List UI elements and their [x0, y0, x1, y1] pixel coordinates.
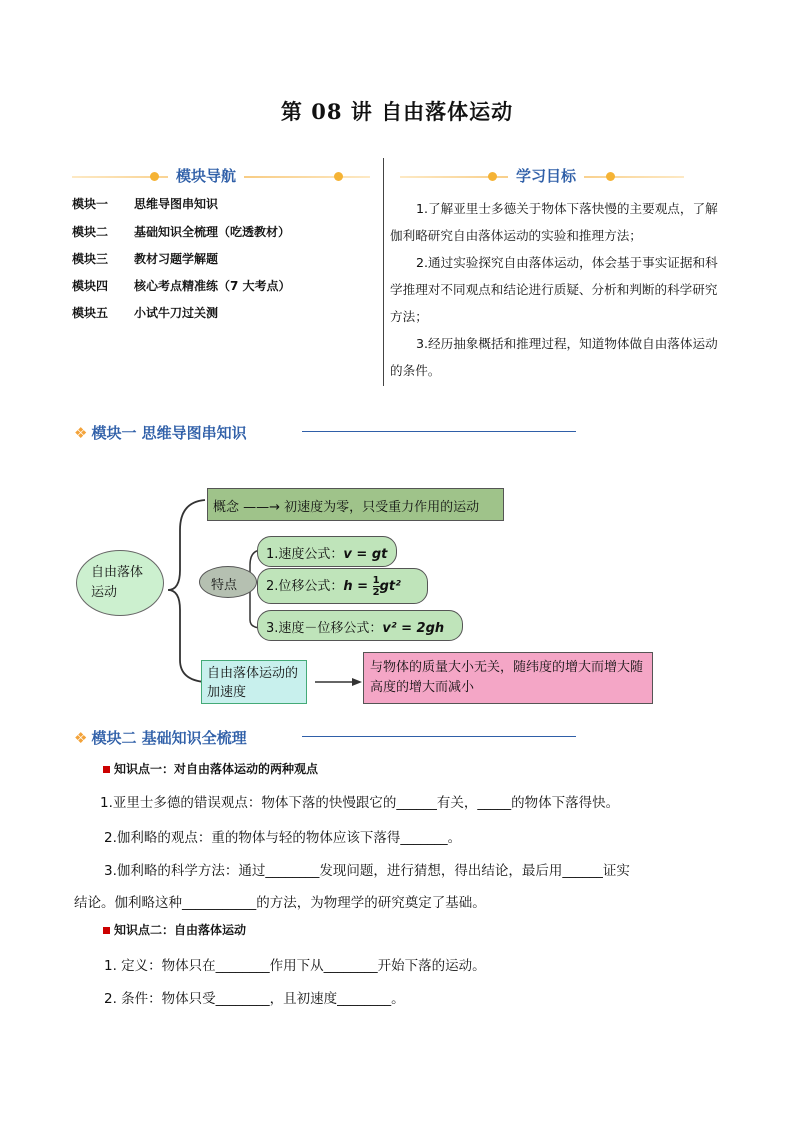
goal-item: 2.通过实验探究自由落体运动，体会基于事实证据和科学推理对不同观点和结论进行质疑、分析和判断的科学研究方法； — [390, 255, 718, 324]
column-divider — [383, 158, 384, 386]
nav-header — [72, 160, 370, 194]
square-bullet-icon — [103, 927, 110, 934]
mindmap-root: 自由落体运动 — [76, 550, 164, 616]
knowledge-point-2: 知识点二：自由落体运动 — [103, 921, 246, 938]
kp1-line: 1.亚里士多德的错误观点：物体下落的快慢跟它的______有关，_____的物体下落得快。 — [100, 795, 620, 811]
kp1-line: 结论。伽利略这种___________的方法，为物理学的研究奠定了基础。 — [74, 895, 486, 911]
goals-header-label: 学习目标 — [508, 165, 584, 186]
nav-item[interactable]: 模块三 教材习题学解题 — [72, 252, 219, 266]
nav-item[interactable]: 模块四 核心考点精准练（7 大考点） — [72, 279, 291, 293]
knowledge-point-1: 知识点一：对自由落体运动的两种观点 — [103, 760, 318, 777]
module1-rule — [302, 431, 576, 432]
mindmap-acceleration: 自由落体运动的加速度 — [201, 660, 307, 704]
dot-icon — [334, 172, 343, 181]
diamond-icon: ❖ — [74, 424, 88, 442]
mindmap-concept: 概念 ——→ 初速度为零，只受重力作用的运动 — [207, 488, 504, 521]
goal-item: 3.经历抽象概括和推理过程，知道物体做自由落体运动的条件。 — [390, 336, 718, 378]
mindmap-velocity-formula: 1.速度公式：v = gt — [257, 536, 397, 567]
goal-item: 1.了解亚里士多德关于物体下落快慢的主要观点，了解伽利略研究自由落体运动的实验和推理方法； — [390, 201, 718, 243]
diamond-icon: ❖ — [74, 729, 88, 747]
kp1-line: 2.伽利略的观点：重的物体与轻的物体应该下落得_______。 — [104, 830, 462, 846]
kp2-line: 1. 定义：物体只在________作用下从________开始下落的运动。 — [104, 958, 486, 974]
learning-goals — [390, 195, 726, 384]
mindmap-feature: 特点 — [199, 566, 257, 598]
dot-icon — [150, 172, 159, 181]
nav-item[interactable]: 模块二 基础知识全梳理（吃透教材） — [72, 225, 291, 239]
square-bullet-icon — [103, 766, 110, 773]
dot-icon — [488, 172, 497, 181]
goals-header — [400, 160, 684, 194]
module2-rule — [302, 736, 576, 737]
kp2-line: 2. 条件：物体只受________，且初速度________。 — [104, 991, 405, 1007]
nav-item[interactable]: 模块五 小试牛刀过关测 — [72, 306, 219, 320]
nav-item[interactable]: 模块一 思维导图串知识 — [72, 197, 219, 211]
mindmap-displacement-formula: 2.位移公式：h = $\frac{1}{2}$ gt² — [257, 568, 428, 604]
module1-heading: ❖ 模块一 思维导图串知识 — [74, 424, 247, 442]
mindmap-acceleration-desc: 与物体的质量大小无关，随纬度的增大而增大随高度的增大而减小 — [363, 652, 653, 704]
kp1-line: 3.伽利略的科学方法：通过________发现问题，进行猜想，得出结论，最后用______证实 — [104, 863, 630, 879]
dot-icon — [606, 172, 615, 181]
mindmap-velocity-displacement-formula: 3.速度－位移公式：v² = 2gh — [257, 610, 463, 641]
module2-heading: ❖ 模块二 基础知识全梳理 — [74, 729, 247, 747]
page-title: 第 08 讲 自由落体运动 — [280, 99, 514, 124]
nav-header-label: 模块导航 — [168, 165, 244, 186]
